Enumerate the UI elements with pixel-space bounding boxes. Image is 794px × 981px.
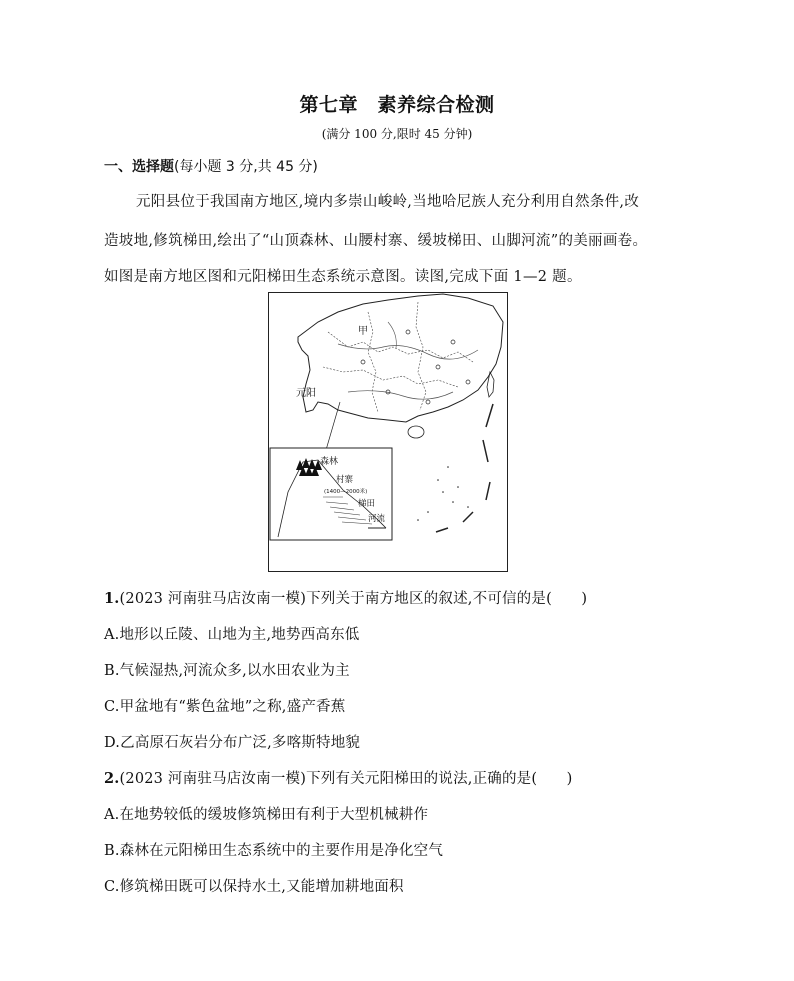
question-1-option-b[interactable]: B.气候湿热,河流众多,以水田农业为主 [104, 663, 350, 679]
inset-forest-label: 森林 [320, 457, 339, 467]
inset-terrace-label: 梯田 [358, 499, 376, 509]
question-1-option-c[interactable]: C.甲盆地有“紫色盆地”之称,盛产香蕉 [104, 699, 346, 715]
question-1-number: 1. [104, 590, 120, 607]
map-label-yuanyang: 元阳 [296, 388, 316, 399]
page-title: 第七章 素养综合检测 [299, 94, 495, 116]
question-1-stem [104, 587, 587, 608]
section-heading-note: (每小题 3 分,共 45 分) [174, 159, 318, 175]
passage-line-2: 造坡地,修筑梯田,绘出了“山顶森林、山腰村寨、缓坡梯田、山脚河流”的美丽画卷。 [104, 233, 648, 249]
question-1-option-a[interactable]: A.地形以丘陵、山地为主,地势西高东低 [104, 627, 360, 643]
section-heading [104, 156, 318, 176]
section-heading-label: 一、选择题 [104, 159, 174, 175]
passage-line-3: 如图是南方地区图和元阳梯田生态系统示意图。读图,完成下面 1—2 题。 [104, 269, 582, 285]
question-1-text: (2023 河南驻马店汝南一模)下列关于南方地区的叙述,不可信的是( ) [119, 591, 588, 607]
passage-line-1: 元阳县位于我国南方地区,境内多崇山峻岭,当地哈尼族人充分利用自然条件,改 [136, 194, 640, 210]
question-2-option-c[interactable]: C.修筑梯田既可以保持水土,又能增加耕地面积 [104, 879, 404, 895]
inset-river-label: 河流 [368, 514, 386, 524]
inset-village-label: 村寨 [336, 475, 354, 485]
inset-village-note: (1400—2000米) [324, 489, 368, 495]
question-2-text: (2023 河南驻马店汝南一模)下列有关元阳梯田的说法,正确的是( ) [119, 771, 573, 787]
south-china-map [268, 292, 508, 572]
question-2-option-a[interactable]: A.在地势较低的缓坡修筑梯田有利于大型机械耕作 [104, 807, 429, 823]
question-2-stem [104, 767, 573, 788]
map-label-jia: 甲 [358, 326, 368, 337]
question-2-number: 2. [104, 770, 120, 787]
question-1-option-d[interactable]: D.乙高原石灰岩分布广泛,多喀斯特地貌 [104, 735, 361, 751]
page-subtitle: (满分 100 分,限时 45 分钟) [321, 127, 473, 141]
question-2-option-b[interactable]: B.森林在元阳梯田生态系统中的主要作用是净化空气 [104, 843, 444, 859]
